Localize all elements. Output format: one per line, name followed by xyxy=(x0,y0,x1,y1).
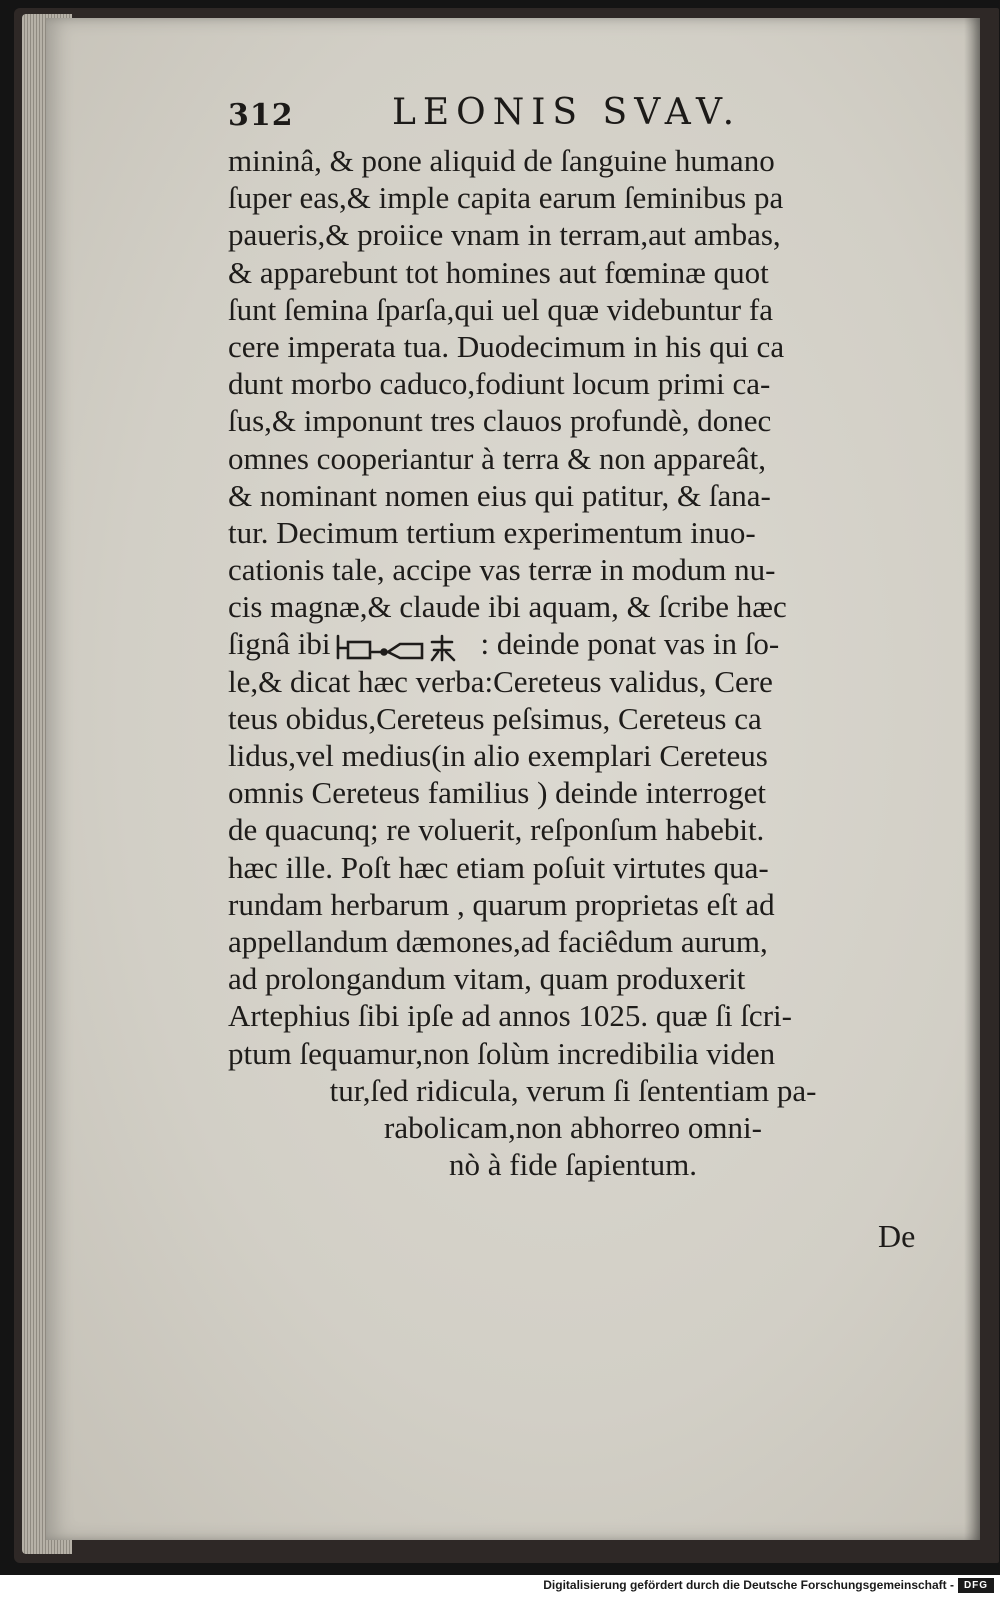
text-line-with-signs xyxy=(228,625,918,662)
text-line: ſuper eas,& imple capita earum ſeminibus pa xyxy=(228,180,784,216)
footer-bar xyxy=(0,1575,1000,1597)
page-number: 312 xyxy=(228,98,294,133)
text-line: cationis tale, accipe vas terræ in modum nu- xyxy=(228,552,776,588)
funding-credit: Digitalisierung gefördert durch die Deutsche Forschungsgemeinschaft - xyxy=(543,1578,954,1592)
text-line: dunt morbo caduco,fodiunt locum primi ca- xyxy=(228,366,771,402)
text-line: teus obidus,Cereteus peſsimus, Cereteus ca xyxy=(228,700,762,736)
text-line: ptum ſequamur,non ſolùm incredibilia viden xyxy=(228,1035,776,1071)
catchword: De xyxy=(878,1218,916,1254)
signs-line-suffix: : deinde ponat vas in ſo- xyxy=(480,626,780,662)
text-line: cere imperata tua. Duodecimum in his qui ca xyxy=(228,328,785,364)
text-line: omnis Cereteus familius ) deinde interroget xyxy=(228,775,767,811)
text-line: Artephius ſibi ipſe ad annos 1025. quæ ſi ſcri- xyxy=(228,998,792,1034)
text-line: lidus,vel medius(in alio exemplari Cereteus xyxy=(228,738,768,773)
text-line: ad prolongandum vitam, quam produxerit xyxy=(228,961,746,997)
text-line: tur. Decimum tertium experimentum inuo- xyxy=(228,514,756,550)
text-line: omnes cooperiantur à terra & non appareât, xyxy=(228,440,766,476)
text-line: de quacunq; re voluerit, reſponſum habebit. xyxy=(228,812,765,848)
text-line: rundam herbarum , quarum proprietas eſt ad xyxy=(228,886,775,922)
occult-sign-icons xyxy=(334,630,474,664)
text-line: le,& dicat hæc verba:Cereteus validus, Cere xyxy=(228,663,773,699)
text-line: nò à fide ſapientum. xyxy=(449,1147,697,1183)
text-lines-after-signs xyxy=(228,663,918,1184)
text-line: rabolicam,non abhorreo omni- xyxy=(384,1109,762,1145)
text-line: paueris,& proiice vnam in terram,aut ambas, xyxy=(228,217,781,253)
gutter-shadow xyxy=(964,18,980,1540)
text-line: appellandum dæmones,ad faciêdum aurum, xyxy=(228,923,768,959)
text-line: hæc ille. Poſt hæc etiam poſuit virtutes qua- xyxy=(228,849,769,885)
text-line: ſus,& imponunt tres clauos profundè, donec xyxy=(228,403,772,439)
text-line: & nominant nomen eius qui patitur, & ſana- xyxy=(228,477,771,513)
signs-line-prefix: ſignâ ibi xyxy=(228,626,331,662)
text-line: cis magnæ,& claude ibi aquam, & ſcribe hæc xyxy=(228,589,787,625)
running-head: LEONIS SVAV. xyxy=(392,92,742,133)
dfg-logo: DFG xyxy=(958,1578,994,1593)
text-line: ſunt ſemina ſparſa,qui uel quæ videbuntur fa xyxy=(228,291,773,327)
body-text xyxy=(228,142,918,1183)
text-lines-before-signs xyxy=(228,142,918,625)
text-line: & apparebunt tot homines aut fœminæ quot xyxy=(228,254,769,290)
text-line: tur,ſed ridicula, verum ſi ſententiam pa- xyxy=(329,1072,817,1108)
text-line: mininâ, & pone aliquid de ſanguine humano xyxy=(228,143,775,178)
